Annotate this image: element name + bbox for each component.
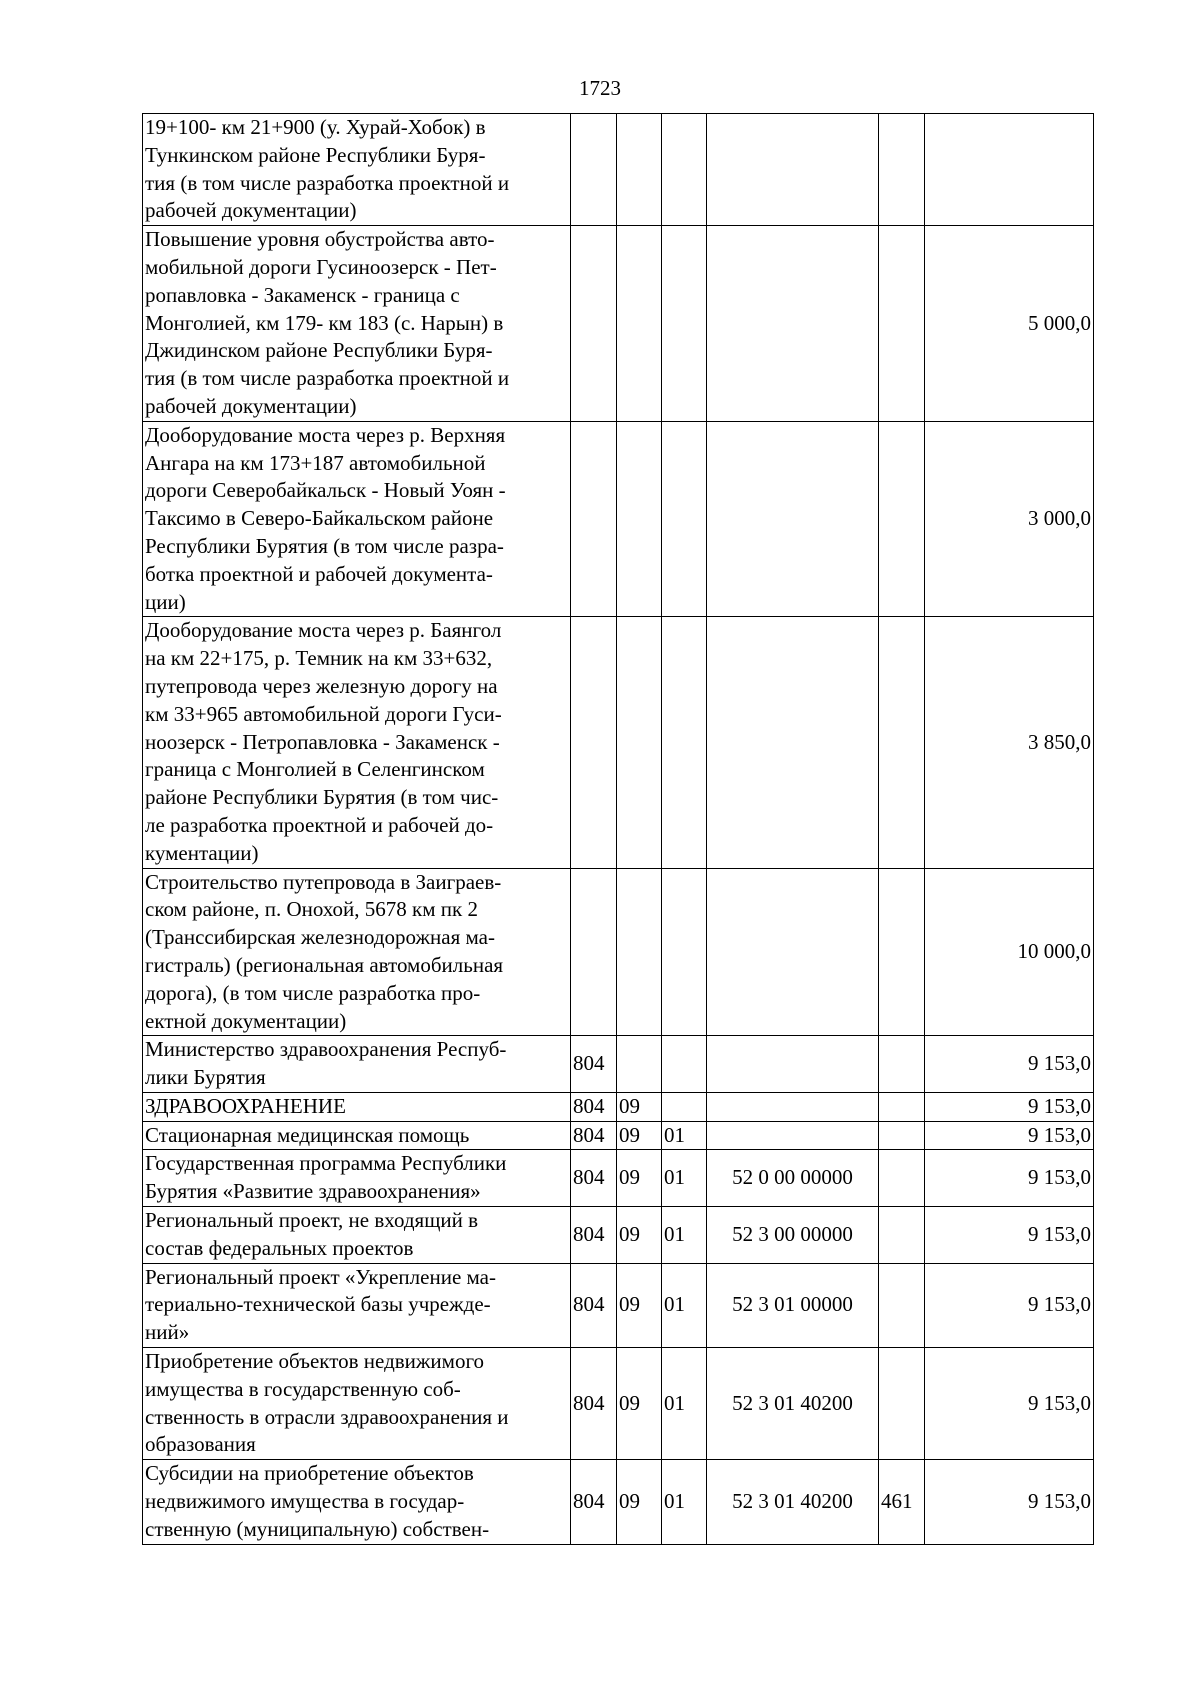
item-name-line: Строительство путепровода в Заиграев- xyxy=(145,869,502,894)
item-name-line: Ангара на км 173+187 автомобильной xyxy=(145,450,486,475)
expense-type-cell xyxy=(879,1348,925,1460)
item-name-line: на км 22+175, р. Темник на км 33+632, xyxy=(145,646,493,671)
expense-type-cell xyxy=(879,1150,925,1207)
ved-cell xyxy=(571,868,617,1036)
table-row xyxy=(143,421,1094,617)
section-cell xyxy=(617,421,662,617)
item-name-cell xyxy=(143,868,571,1036)
table-row xyxy=(143,1348,1094,1460)
section-cell xyxy=(617,114,662,226)
amount-cell: 10 000,0 xyxy=(925,868,1094,1036)
expense-type-cell xyxy=(879,226,925,422)
expense-type-cell xyxy=(879,114,925,226)
item-name-line: Приобретение объектов недвижимого xyxy=(145,1349,485,1374)
section-cell xyxy=(617,1036,662,1093)
item-name-line: Дооборудование моста через р. Баянгол xyxy=(145,618,502,643)
item-name-line: рабочей документации) xyxy=(145,393,357,418)
item-name-line: ектной документации) xyxy=(145,1008,347,1033)
table-row xyxy=(143,1263,1094,1347)
subsection-cell xyxy=(662,868,707,1036)
ved-cell xyxy=(571,617,617,868)
item-name-cell xyxy=(143,1092,571,1121)
item-name-line: дорога), (в том числе разработка про- xyxy=(145,980,481,1005)
item-name-cell xyxy=(143,421,571,617)
target-article-cell xyxy=(707,617,879,868)
target-article-cell: 52 3 01 40200 xyxy=(707,1460,879,1544)
amount-cell: 3 000,0 xyxy=(925,421,1094,617)
ved-cell: 804 xyxy=(571,1150,617,1207)
item-name-line: мобильной дороги Гусиноозерск - Пет- xyxy=(145,254,497,279)
item-name-line: ботка проектной и рабочей документа- xyxy=(145,561,493,586)
item-name-line: Джидинском районе Республики Буря- xyxy=(145,338,493,363)
item-name-line: ний» xyxy=(145,1320,190,1345)
target-article-cell xyxy=(707,1036,879,1093)
item-name-line: Тункинском районе Республики Буря- xyxy=(145,142,486,167)
item-name-cell xyxy=(143,1263,571,1347)
expense-type-cell xyxy=(879,1207,925,1264)
section-cell: 09 xyxy=(617,1121,662,1150)
subsection-cell: 01 xyxy=(662,1207,707,1264)
amount-cell: 9 153,0 xyxy=(925,1036,1094,1093)
expense-type-cell xyxy=(879,421,925,617)
amount-cell: 5 000,0 xyxy=(925,226,1094,422)
subsection-cell xyxy=(662,421,707,617)
section-cell: 09 xyxy=(617,1460,662,1544)
section-cell: 09 xyxy=(617,1207,662,1264)
item-name-cell xyxy=(143,1460,571,1544)
item-name-cell xyxy=(143,226,571,422)
table-body xyxy=(143,114,1094,1545)
expense-type-cell xyxy=(879,617,925,868)
amount-cell: 9 153,0 xyxy=(925,1348,1094,1460)
subsection-cell xyxy=(662,1092,707,1121)
expense-type-cell: 461 xyxy=(879,1460,925,1544)
table-row xyxy=(143,617,1094,868)
item-name-cell xyxy=(143,1348,571,1460)
target-article-cell xyxy=(707,1121,879,1150)
table-row xyxy=(143,1207,1094,1264)
target-article-cell: 52 3 01 00000 xyxy=(707,1263,879,1347)
section-cell xyxy=(617,868,662,1036)
item-name-line: кументации) xyxy=(145,840,259,865)
item-name-line: км 33+965 автомобильной дороги Гуси- xyxy=(145,701,502,726)
item-name-line: имущества в государственную соб- xyxy=(145,1376,461,1401)
item-name-line: Таксимо в Северо-Байкальском районе xyxy=(145,506,494,531)
target-article-cell xyxy=(707,114,879,226)
item-name-line: 19+100- км 21+900 (у. Хурай-Хобок) в xyxy=(145,115,486,139)
target-article-cell: 52 0 00 00000 xyxy=(707,1150,879,1207)
ved-cell xyxy=(571,114,617,226)
item-name-line: тия (в том числе разработка проектной и xyxy=(145,170,510,195)
item-name-line: Стационарная медицинская помощь xyxy=(145,1122,470,1147)
expense-type-cell xyxy=(879,1121,925,1150)
ved-cell: 804 xyxy=(571,1036,617,1093)
item-name-line: (Транссибирская железнодорожная ма- xyxy=(145,925,495,950)
item-name-line: образования xyxy=(145,1432,256,1457)
amount-cell: 9 153,0 xyxy=(925,1263,1094,1347)
table-row xyxy=(143,1036,1094,1093)
item-name-line: териально-технической базы учрежде- xyxy=(145,1292,491,1317)
ved-cell xyxy=(571,421,617,617)
target-article-cell: 52 3 01 40200 xyxy=(707,1348,879,1460)
section-cell xyxy=(617,617,662,868)
item-name-line: Дооборудование моста через р. Верхняя xyxy=(145,422,506,447)
subsection-cell xyxy=(662,1036,707,1093)
ved-cell: 804 xyxy=(571,1121,617,1150)
subsection-cell: 01 xyxy=(662,1150,707,1207)
item-name-cell xyxy=(143,1121,571,1150)
table-row xyxy=(143,1092,1094,1121)
target-article-cell: 52 3 00 00000 xyxy=(707,1207,879,1264)
ved-cell: 804 xyxy=(571,1348,617,1460)
item-name-line: ственную (муниципальную) собствен- xyxy=(145,1516,490,1541)
subsection-cell: 01 xyxy=(662,1460,707,1544)
subsection-cell: 01 xyxy=(662,1121,707,1150)
table-row xyxy=(143,226,1094,422)
item-name-line: граница с Монголией в Селенгинском xyxy=(145,757,485,782)
item-name-line: ропавловка - Закаменск - граница с xyxy=(145,282,460,307)
table-row xyxy=(143,1121,1094,1150)
item-name-cell xyxy=(143,1207,571,1264)
section-cell: 09 xyxy=(617,1092,662,1121)
item-name-line: ском районе, п. Онохой, 5678 км пк 2 xyxy=(145,897,478,922)
target-article-cell xyxy=(707,1092,879,1121)
page-number: 1723 xyxy=(579,76,621,100)
subsection-cell xyxy=(662,226,707,422)
item-name-line: Монголией, км 179- км 183 (с. Нарын) в xyxy=(145,310,504,335)
amount-cell: 9 153,0 xyxy=(925,1150,1094,1207)
subsection-cell: 01 xyxy=(662,1263,707,1347)
item-name-line: ле разработка проектной и рабочей до- xyxy=(145,812,494,837)
item-name-line: дороги Северобайкальск - Новый Уоян - xyxy=(145,478,506,503)
section-cell: 09 xyxy=(617,1263,662,1347)
target-article-cell xyxy=(707,868,879,1036)
ved-cell: 804 xyxy=(571,1207,617,1264)
table-row xyxy=(143,114,1094,226)
item-name-line: Государственная программа Республики xyxy=(145,1151,507,1176)
item-name-cell xyxy=(143,617,571,868)
item-name-line: тия (в том числе разработка проектной и xyxy=(145,366,510,391)
section-cell: 09 xyxy=(617,1348,662,1460)
ved-cell xyxy=(571,226,617,422)
item-name-cell xyxy=(143,114,571,226)
item-name-line: Региональный проект, не входящий в xyxy=(145,1208,479,1233)
item-name-line: Бурятия «Развитие здравоохранения» xyxy=(145,1179,481,1204)
target-article-cell xyxy=(707,421,879,617)
subsection-cell xyxy=(662,114,707,226)
target-article-cell xyxy=(707,226,879,422)
table-row xyxy=(143,868,1094,1036)
item-name-line: состав федеральных проектов xyxy=(145,1235,414,1260)
subsection-cell: 01 xyxy=(662,1348,707,1460)
subsection-cell xyxy=(662,617,707,868)
expense-type-cell xyxy=(879,1263,925,1347)
amount-cell: 9 153,0 xyxy=(925,1092,1094,1121)
item-name-line: Министерство здравоохранения Респуб- xyxy=(145,1037,507,1062)
item-name-line: ЗДРАВООХРАНЕНИЕ xyxy=(145,1093,346,1118)
item-name-line: Региональный проект «Укрепление ма- xyxy=(145,1264,496,1289)
item-name-line: ции) xyxy=(145,589,186,614)
expense-type-cell xyxy=(879,868,925,1036)
section-cell xyxy=(617,226,662,422)
item-name-line: ственность в отрасли здравоохранения и xyxy=(145,1404,509,1429)
item-name-line: Субсидии на приобретение объектов xyxy=(145,1461,474,1486)
amount-cell xyxy=(925,114,1094,226)
amount-cell: 9 153,0 xyxy=(925,1460,1094,1544)
table-row xyxy=(143,1150,1094,1207)
expense-type-cell xyxy=(879,1092,925,1121)
budget-table xyxy=(142,113,1094,1545)
table-row xyxy=(143,1460,1094,1544)
amount-cell: 9 153,0 xyxy=(925,1121,1094,1150)
item-name-line: недвижимого имущества в государ- xyxy=(145,1489,465,1514)
amount-cell: 9 153,0 xyxy=(925,1207,1094,1264)
section-cell: 09 xyxy=(617,1150,662,1207)
item-name-cell xyxy=(143,1036,571,1093)
item-name-line: Повышение уровня обустройства авто- xyxy=(145,227,495,252)
item-name-line: Республики Бурятия (в том числе разра- xyxy=(145,533,504,558)
ved-cell: 804 xyxy=(571,1092,617,1121)
expense-type-cell xyxy=(879,1036,925,1093)
amount-cell: 3 850,0 xyxy=(925,617,1094,868)
item-name-line: рабочей документации) xyxy=(145,198,357,223)
item-name-line: лики Бурятия xyxy=(145,1065,266,1090)
item-name-line: гистраль) (региональная автомобильная xyxy=(145,952,504,977)
ved-cell: 804 xyxy=(571,1460,617,1544)
ved-cell: 804 xyxy=(571,1263,617,1347)
item-name-line: путепровода через железную дорогу на xyxy=(145,673,498,698)
item-name-line: районе Республики Бурятия (в том чис- xyxy=(145,785,499,810)
item-name-cell xyxy=(143,1150,571,1207)
item-name-line: ноозерск - Петропавловка - Закаменск - xyxy=(145,729,500,754)
